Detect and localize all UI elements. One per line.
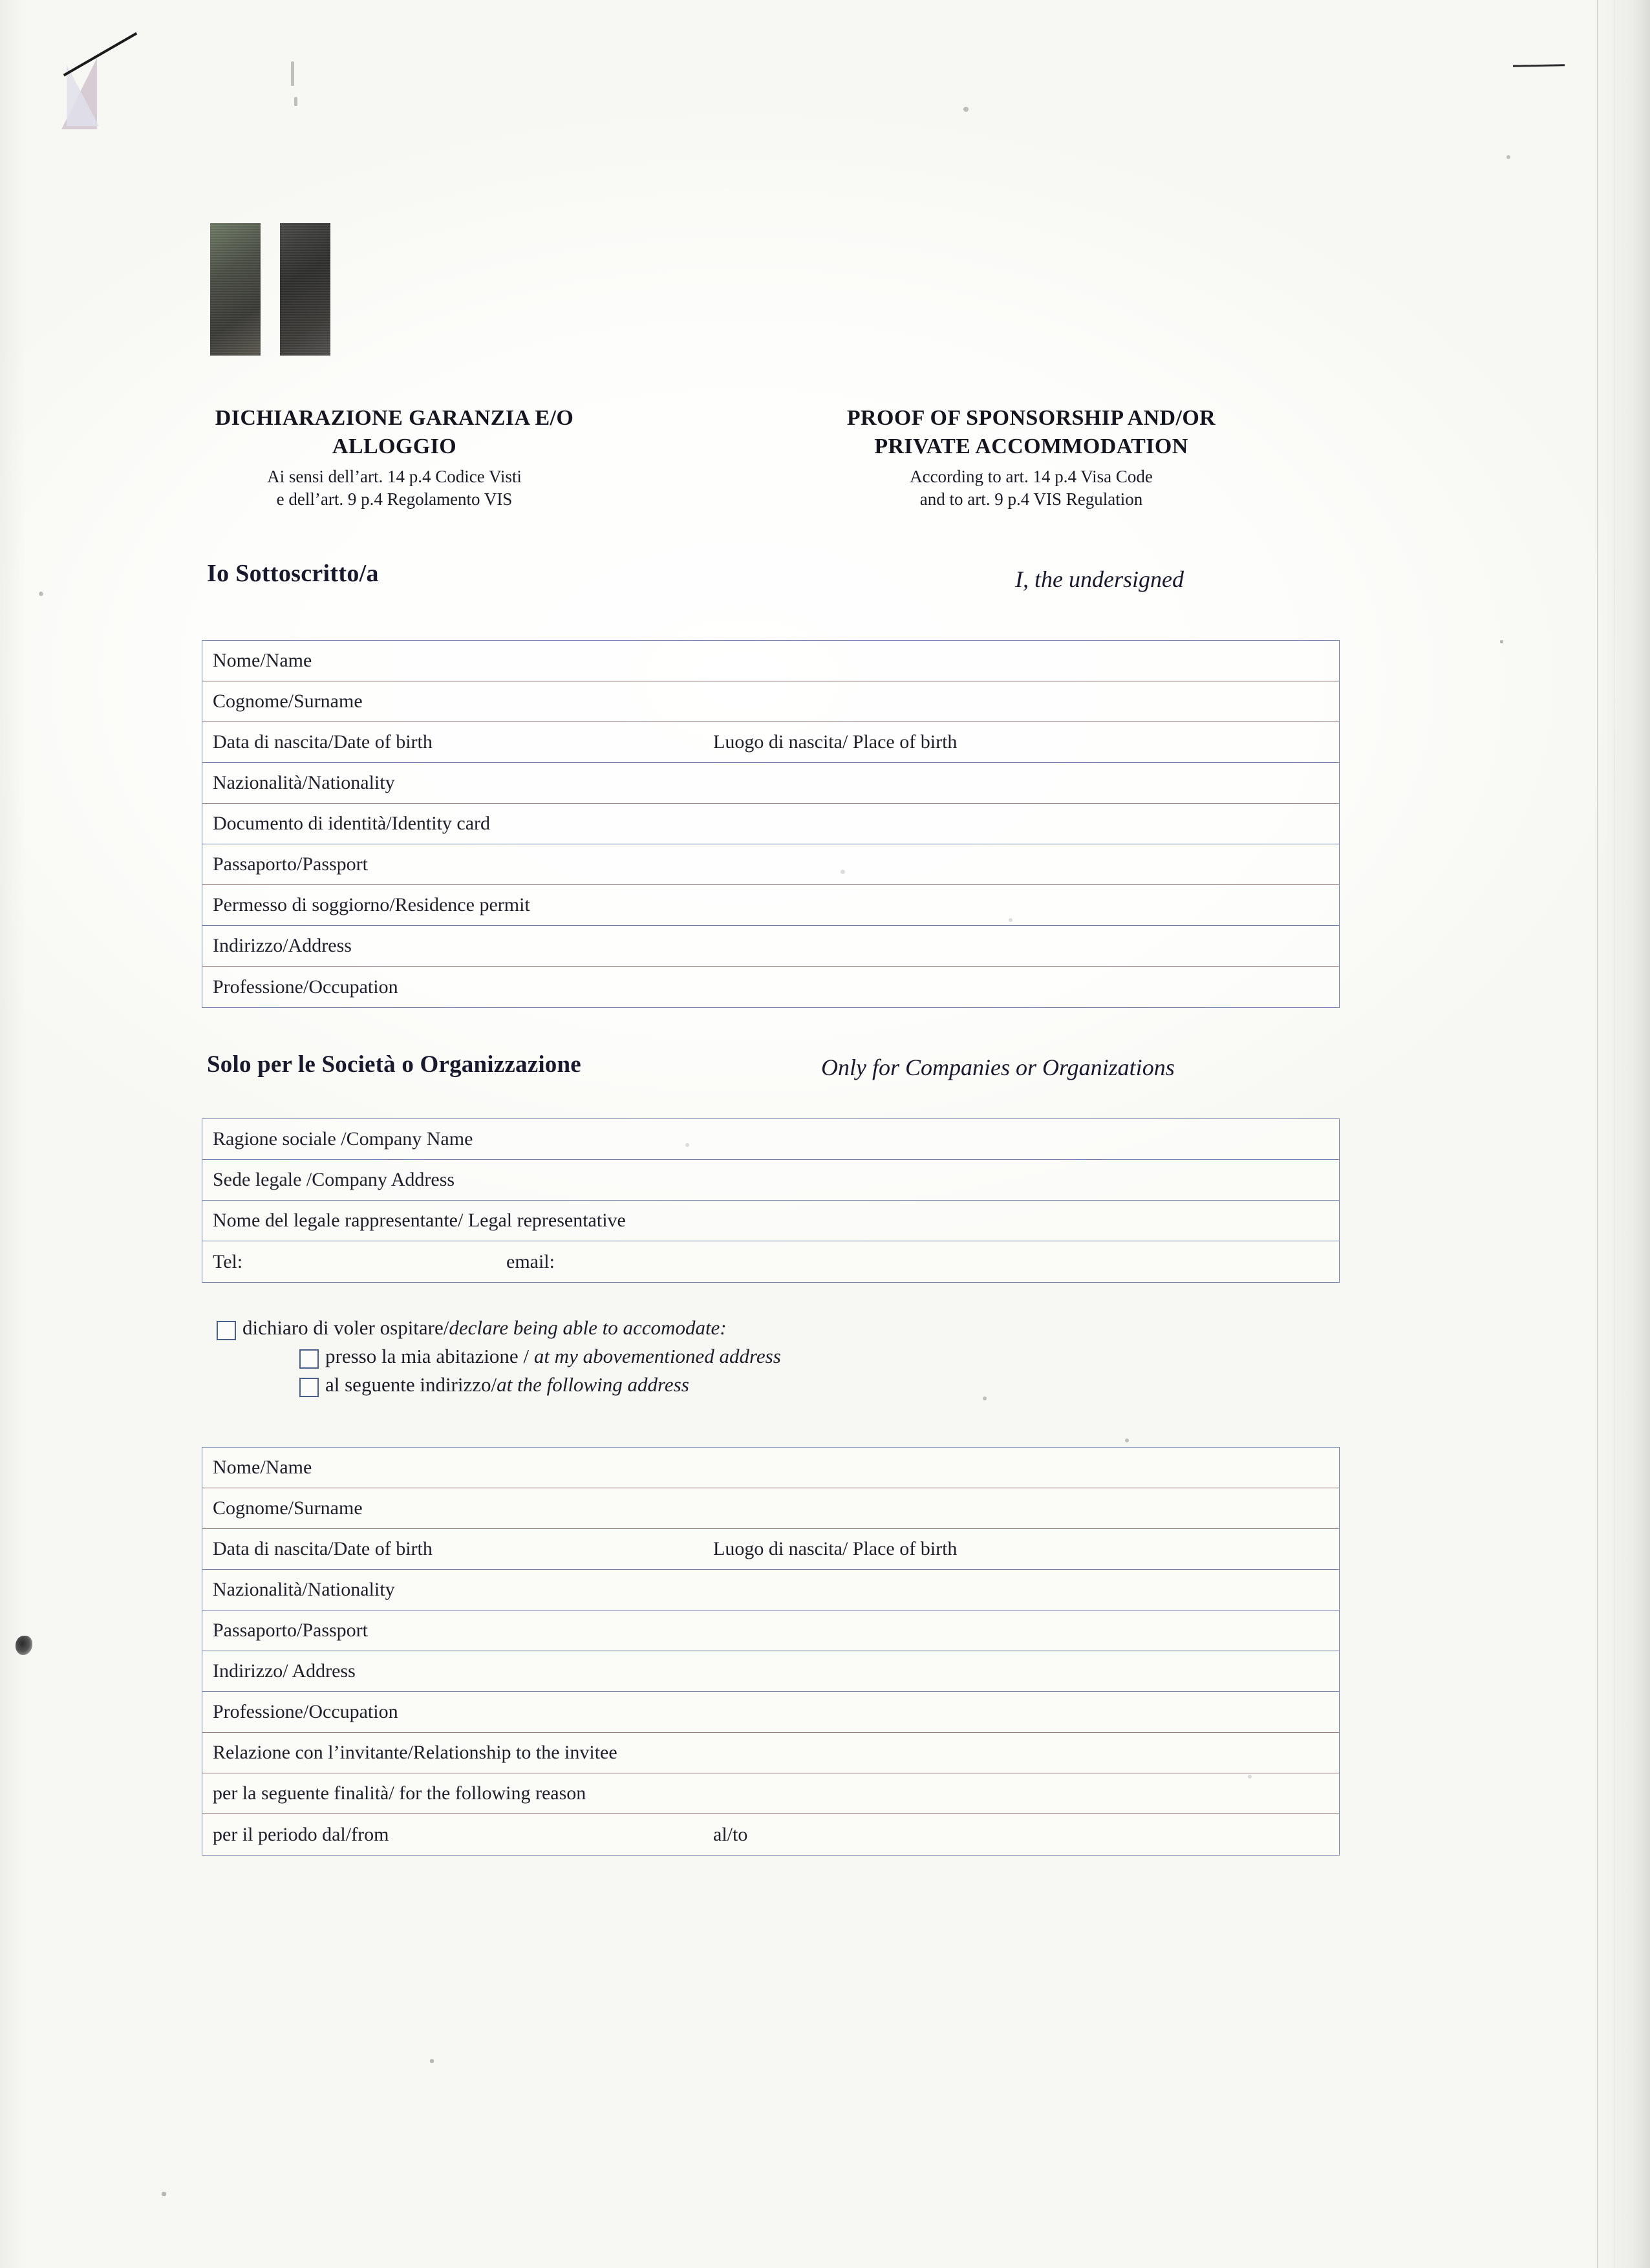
checkbox-following-address[interactable] xyxy=(299,1378,319,1397)
header-italian-title-line2: ALLOGGIO xyxy=(332,434,457,458)
declaration-text-english: declare being able to accomodate: xyxy=(449,1316,727,1339)
field-label-email: email: xyxy=(506,1250,555,1272)
field-label: Permesso di soggiorno/Residence permit xyxy=(213,894,530,915)
field-label-secondary: Luogo di nascita/ Place of birth xyxy=(713,1538,958,1559)
page-corner-fold-artifact xyxy=(61,19,139,149)
guest-details-table xyxy=(202,1447,1340,1856)
scan-speck xyxy=(963,107,969,112)
field-label: Ragione sociale /Company Name xyxy=(213,1128,473,1150)
table-row[interactable] xyxy=(202,763,1339,804)
field-label: Nazionalità/Nationality xyxy=(213,772,395,793)
field-label: Passaporto/Passport xyxy=(213,1620,368,1641)
table-row[interactable] xyxy=(202,1814,1339,1855)
option-text-italian: al seguente indirizzo/ xyxy=(325,1373,497,1396)
scan-speck xyxy=(39,592,43,596)
emblem-block-left xyxy=(210,223,261,356)
table-row[interactable] xyxy=(202,1692,1339,1733)
field-label: Tel: xyxy=(213,1250,243,1272)
header-italian xyxy=(162,404,627,511)
company-heading-english: Only for Companies or Organizations xyxy=(821,1054,1175,1080)
table-row[interactable] xyxy=(202,1610,1339,1651)
scan-speck xyxy=(294,97,297,106)
scan-speck xyxy=(983,1396,987,1400)
table-row[interactable] xyxy=(202,926,1339,967)
field-label: Passaporto/Passport xyxy=(213,853,368,875)
scan-artifact-line xyxy=(1597,0,1598,2268)
field-label-secondary: Luogo di nascita/ Place of birth xyxy=(713,731,958,753)
checkbox-declare-host[interactable] xyxy=(217,1321,236,1340)
emblem-logo xyxy=(210,223,330,356)
scan-edge-shadow-right xyxy=(1592,0,1650,2268)
header-english-title-line1: PROOF OF SPONSORSHIP AND/OR xyxy=(846,406,1216,430)
header-english-sub-line2: and to art. 9 p.4 VIS Regulation xyxy=(919,489,1143,509)
option-text-italian: presso la mia abitazione / xyxy=(325,1345,534,1367)
scan-speck xyxy=(430,2059,434,2063)
header-italian-title-line1: DICHIARAZIONE GARANZIA E/O xyxy=(215,406,574,430)
header-italian-sub-line2: e dell’art. 9 p.4 Regolamento VIS xyxy=(276,489,513,509)
table-row[interactable] xyxy=(202,844,1339,885)
table-row[interactable] xyxy=(202,1488,1339,1529)
header-english xyxy=(763,404,1300,511)
table-row[interactable] xyxy=(202,1773,1339,1814)
field-label: Indirizzo/Address xyxy=(213,935,352,956)
company-details-table xyxy=(202,1118,1340,1283)
field-label: Nome/Name xyxy=(213,1457,312,1478)
field-label: Nome del legale rappresentante/ Legal representative xyxy=(213,1210,626,1231)
table-row[interactable] xyxy=(202,1529,1339,1570)
table-row[interactable] xyxy=(202,1733,1339,1773)
company-heading-italian: Solo per le Società o Organizzazione xyxy=(207,1051,581,1078)
declaration-main-option[interactable] xyxy=(217,1316,781,1340)
applicant-details-table xyxy=(202,640,1340,1008)
table-row[interactable] xyxy=(202,1448,1339,1488)
field-label: Cognome/Surname xyxy=(213,1497,363,1519)
applicant-heading-english: I, the undersigned xyxy=(1015,566,1184,592)
field-label: Relazione con l’invitante/Relationship to the invitee xyxy=(213,1742,617,1763)
table-row[interactable] xyxy=(202,967,1339,1007)
field-label-secondary: al/to xyxy=(713,1823,748,1845)
field-label: Documento di identità/Identity card xyxy=(213,813,491,834)
field-label: per il periodo dal/from xyxy=(213,1823,389,1845)
header-english-title-line2: PRIVATE ACCOMMODATION xyxy=(874,434,1188,458)
option-text-english: at my abovementioned address xyxy=(533,1345,781,1367)
option-text-english: at the following address xyxy=(497,1373,689,1396)
scan-speck xyxy=(1125,1439,1129,1442)
field-label: Professione/Occupation xyxy=(213,1701,398,1722)
table-row[interactable] xyxy=(202,1201,1339,1241)
checkbox-my-address[interactable] xyxy=(299,1349,319,1369)
field-label: Data di nascita/Date of birth xyxy=(213,731,433,753)
emblem-block-right xyxy=(280,223,330,356)
field-label: Sede legale /Company Address xyxy=(213,1169,455,1190)
table-row[interactable] xyxy=(202,722,1339,763)
scan-speck xyxy=(1500,640,1503,643)
table-row[interactable] xyxy=(202,681,1339,722)
declaration-option-following-address[interactable] xyxy=(299,1373,781,1397)
table-row[interactable] xyxy=(202,1160,1339,1201)
declaration-text-italian: dichiaro di voler ospitare/ xyxy=(242,1316,449,1339)
table-row[interactable] xyxy=(202,1651,1339,1692)
header-italian-sub-line1: Ai sensi dell’art. 14 p.4 Codice Visti xyxy=(267,467,522,487)
table-row[interactable] xyxy=(202,1570,1339,1610)
field-label: Indirizzo/ Address xyxy=(213,1660,356,1682)
table-row[interactable] xyxy=(202,804,1339,844)
scan-speck xyxy=(291,61,294,86)
scan-speck xyxy=(162,2192,166,2196)
header-english-sub-line1: According to art. 14 p.4 Visa Code xyxy=(910,467,1153,487)
table-row[interactable] xyxy=(202,1119,1339,1160)
field-label: Nome/Name xyxy=(213,650,312,671)
declaration-checkbox-group xyxy=(217,1316,781,1401)
table-row[interactable] xyxy=(202,641,1339,681)
field-label: Cognome/Surname xyxy=(213,690,363,712)
declaration-option-my-address[interactable] xyxy=(299,1344,781,1369)
applicant-heading-italian: Io Sottoscritto/a xyxy=(207,560,379,587)
table-row[interactable] xyxy=(202,885,1339,926)
scan-edge-shadow-left xyxy=(0,0,26,2268)
field-label: Nazionalità/Nationality xyxy=(213,1579,395,1600)
field-label: Professione/Occupation xyxy=(213,976,398,998)
field-label: Data di nascita/Date of birth xyxy=(213,1538,433,1559)
table-row[interactable] xyxy=(202,1241,1339,1282)
scan-speck xyxy=(1506,155,1510,159)
field-label: per la seguente finalità/ for the following reason xyxy=(213,1782,586,1804)
